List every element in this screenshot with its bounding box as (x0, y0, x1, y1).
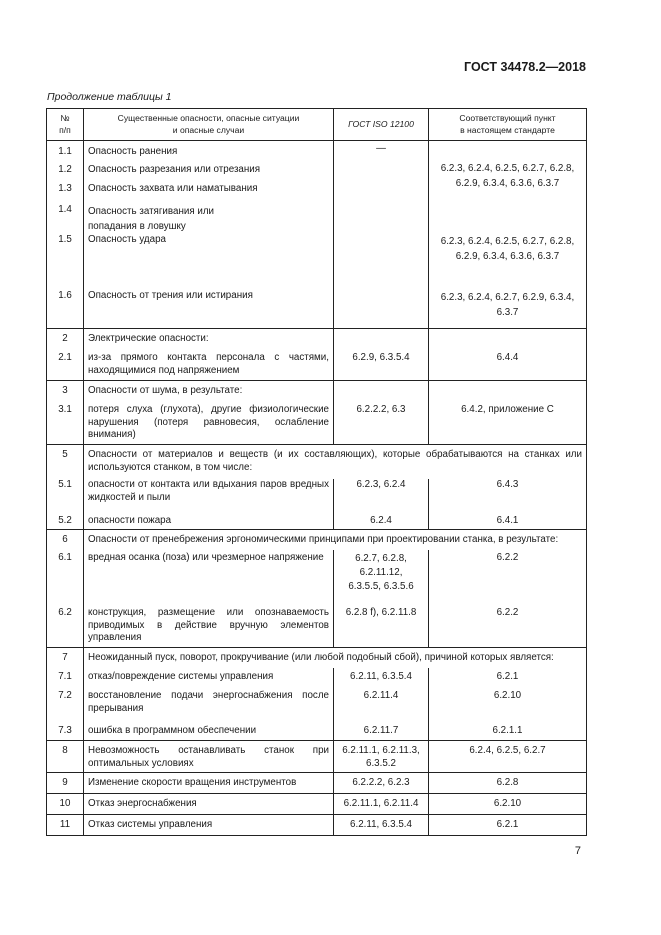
table-row: 1.3 Опасность захвата или наматывания (47, 181, 587, 200)
table-row: 6 Опасности от пренебрежения эргономическими принципами при проектировании станка, в результате: (47, 530, 587, 550)
table-row: 2.1 из-за прямого контакта персонала с частями, находящимися под напряжением 6.2.9, 6.3.5.4 6.4.4 (47, 349, 587, 381)
table-row: 8 Невозможность останавливать станок при оптимальных условиях 6.2.11.1, 6.2.11.3, 6.3.5.2 6.2.4, 6.2.5, 6.2.7 (47, 741, 587, 773)
hazards-table (46, 108, 587, 836)
table-row: 9 Изменение скорости вращения инструментов 6.2.2.2, 6.2.3 6.2.8 (47, 773, 587, 794)
table-row: 5.2 опасности пожара 6.2.4 6.4.1 (47, 512, 587, 530)
table-row: 1.4 Опасность затягивания или попадания в ловушку (47, 200, 587, 234)
table-row: 7.3 ошибка в программном обеспечении 6.2.11.7 6.2.1.1 (47, 722, 587, 741)
table-row: 5 Опасности от материалов и веществ (и их составляющих), которые обрабатываются на станках или используются станком, в том числе: (47, 445, 587, 479)
table-header-row (47, 109, 587, 141)
table-caption: Продолжение таблицы 1 (47, 91, 172, 103)
table-row: 7.2 восстановление подачи энергоснабжения после прерывания 6.2.11.4 6.2.10 (47, 687, 587, 722)
table-row: 5.1 опасности от контакта или вдыхания паров вредных жидкостей и пыли 6.2.3, 6.2.4 6.4.3 (47, 479, 587, 512)
table-row: 6.1 вредная осанка (поза) или чрезмерное напряжение 6.2.7, 6.2.8, 6.2.11.12, 6.3.5.5, 6.3.5.6 6.2.2 (47, 550, 587, 604)
table-row: 1.5 Опасность удара 6.2.3, 6.2.4, 6.2.5, 6.2.7, 6.2.8, 6.2.9, 6.3.4, 6.3.6, 6.3.7 (47, 234, 587, 286)
page-number: 7 (574, 845, 581, 857)
table-row: 3.1 потеря слуха (глухота), другие физиологические нарушения (потеря равновесия, ослабление внимания) 6.2.2.2, 6.3 6.4.2, приложение С (47, 401, 587, 445)
table-row: 1.1 Опасность ранения — (47, 141, 587, 160)
table-row: 1.2 Опасность разрезания или отрезания 6.2.3, 6.2.4, 6.2.5, 6.2.7, 6.2.8, 6.2.9, 6.3.4, 6.3.6, 6.3.7 (47, 160, 587, 181)
table-row: 2 Электрические опасности: (47, 329, 587, 349)
table-row: 10 Отказ энергоснабжения 6.2.11.1, 6.2.11.4 6.2.10 (47, 794, 587, 815)
table-row: 11 Отказ системы управления 6.2.11, 6.3.5.4 6.2.1 (47, 815, 587, 836)
table-row: 6.2 конструкция, размещение или опознаваемость приводимых в действие вручную элементов управления 6.2.8 f), 6.2.11.8 6.2.2 (47, 604, 587, 648)
header-number: № п/п (47, 109, 84, 141)
table-row: 3 Опасности от шума, в результате: (47, 381, 587, 401)
header-hazards: Существенные опасности, опасные ситуации и опасные случаи (84, 109, 334, 141)
header-iso: ГОСТ ISO 12100 (334, 109, 429, 141)
header-clause: Соответствующий пункт в настоящем стандарте (429, 109, 587, 141)
table-row: 1.6 Опасность от трения или истирания 6.2.3, 6.2.4, 6.2.7, 6.2.9, 6.3.4, 6.3.7 (47, 286, 587, 329)
table-row: 7 Неожиданный пуск, поворот, прокручивание (или любой подобный сбой), причиной которых является: (47, 648, 587, 668)
table-row: 7.1 отказ/повреждение системы управления 6.2.11, 6.3.5.4 6.2.1 (47, 668, 587, 687)
document-code: ГОСТ 34478.2—2018 (464, 60, 586, 74)
